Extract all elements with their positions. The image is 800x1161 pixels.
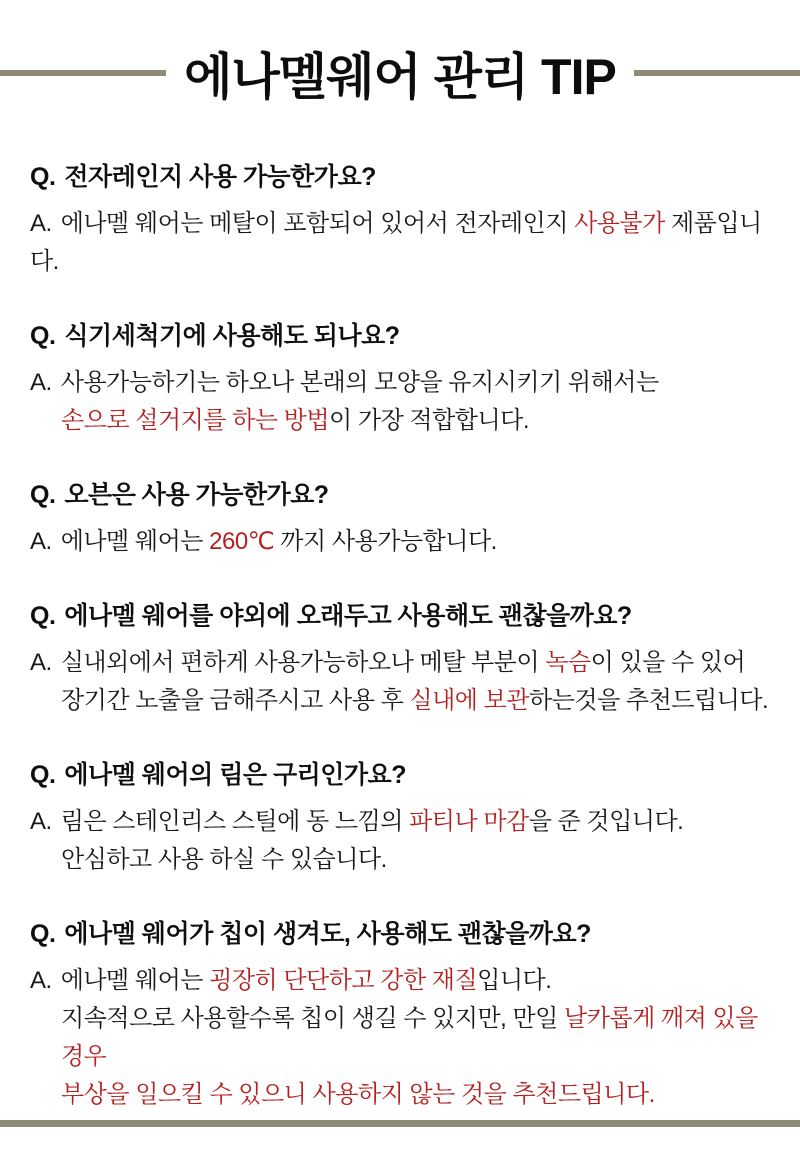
question-line <box>30 760 770 790</box>
answer-text: 제품입니다. <box>30 210 762 275</box>
answer-prefix: A. <box>30 649 52 676</box>
question-text: 오븐은 사용 가능한가요? <box>64 481 329 509</box>
answer-line <box>30 1000 770 1076</box>
answer-text: 입니다. <box>477 967 552 994</box>
title-rule-right <box>634 70 800 76</box>
question-text: 식기세척기에 사용해도 되나요? <box>64 322 400 350</box>
answer-prefix: A. <box>30 528 52 555</box>
qa-section <box>30 601 770 720</box>
question-text: 에나멜 웨어를 야외에 오래두고 사용해도 괜찮을까요? <box>64 602 632 630</box>
title-header <box>0 40 800 106</box>
answer-text: 하는것을 추천드립니다. <box>529 687 769 714</box>
question-line <box>30 321 770 351</box>
question-prefix: Q. <box>30 602 56 630</box>
answer-text: 에나멜 웨어는 <box>60 528 210 555</box>
answer-highlight: 실내에 보관 <box>409 687 530 714</box>
question-text: 전자레인지 사용 가능한가요? <box>64 163 376 191</box>
answer-line <box>30 962 770 1000</box>
qa-section <box>30 162 770 281</box>
answer-prefix: A. <box>30 808 52 835</box>
answer-text: 지속적으로 사용할수록 칩이 생길 수 있지만, 만일 <box>61 1005 565 1032</box>
question-prefix: Q. <box>30 322 56 350</box>
answer-text: 이 가장 적합합니다. <box>329 407 530 434</box>
qa-section <box>30 760 770 879</box>
qa-section <box>30 321 770 440</box>
question-prefix: Q. <box>30 481 56 509</box>
answer-highlight: 굉장히 단단하고 강한 재질 <box>209 967 478 994</box>
answer-text: 장기간 노출을 금해주시고 사용 후 <box>61 687 410 714</box>
qa-section <box>30 919 770 1114</box>
question-line <box>30 601 770 631</box>
title-rule-left <box>0 70 166 76</box>
answer-line <box>30 1076 770 1114</box>
answer-highlight: 날카롭게 깨져 있을 경우 <box>61 1005 758 1070</box>
answer-line <box>30 402 770 440</box>
question-line <box>30 162 770 192</box>
question-text: 에나멜 웨어가 칩이 생겨도, 사용해도 괜찮을까요? <box>64 920 591 948</box>
answer-text: 에나멜 웨어는 메탈이 포함되어 있어서 전자레인지 <box>60 210 575 237</box>
answer-text: 을 준 것입니다. <box>528 808 684 835</box>
question-line <box>30 480 770 510</box>
answer-line <box>30 644 770 682</box>
answer-prefix: A. <box>30 369 52 396</box>
answer-text: 안심하고 사용 하실 수 있습니다. <box>61 846 387 873</box>
question-prefix: Q. <box>30 920 56 948</box>
question-text: 에나멜 웨어의 림은 구리인가요? <box>64 761 406 789</box>
question-prefix: Q. <box>30 163 56 191</box>
answer-text: 에나멜 웨어는 <box>60 967 210 994</box>
question-prefix: Q. <box>30 761 56 789</box>
answer-line <box>30 364 770 402</box>
answer-highlight: 260℃ <box>209 528 275 555</box>
answer-line <box>30 205 770 281</box>
answer-line <box>30 523 770 561</box>
answer-highlight: 사용불가 <box>574 210 665 237</box>
footer-divider-bar <box>0 1120 800 1127</box>
answer-line <box>30 841 770 879</box>
answer-text: 실내외에서 편하게 사용가능하오나 메탈 부분이 <box>60 649 546 676</box>
answer-text: 까지 사용가능합니다. <box>274 528 497 555</box>
answer-highlight: 부상을 일으킬 수 있으니 사용하지 않는 것을 추천드립니다. <box>61 1081 655 1108</box>
qa-list <box>0 162 800 1114</box>
qa-section <box>30 480 770 561</box>
answer-highlight: 손으로 설거지를 하는 방법 <box>61 407 330 434</box>
answer-text: 이 있을 수 있어 <box>590 649 746 676</box>
answer-prefix: A. <box>30 967 52 994</box>
answer-highlight: 녹슴 <box>545 649 591 676</box>
answer-highlight: 파티나 마감 <box>409 808 529 835</box>
answer-text: 림은 스테인리스 스틸에 동 느낌의 <box>60 808 410 835</box>
question-line <box>30 919 770 949</box>
answer-prefix: A. <box>30 210 52 237</box>
answer-text: 사용가능하기는 하오나 본래의 모양을 유지시키기 위해서는 <box>60 369 659 396</box>
answer-line <box>30 682 770 720</box>
page-title: 에나멜웨어 관리 TIP <box>184 49 616 105</box>
answer-line <box>30 803 770 841</box>
